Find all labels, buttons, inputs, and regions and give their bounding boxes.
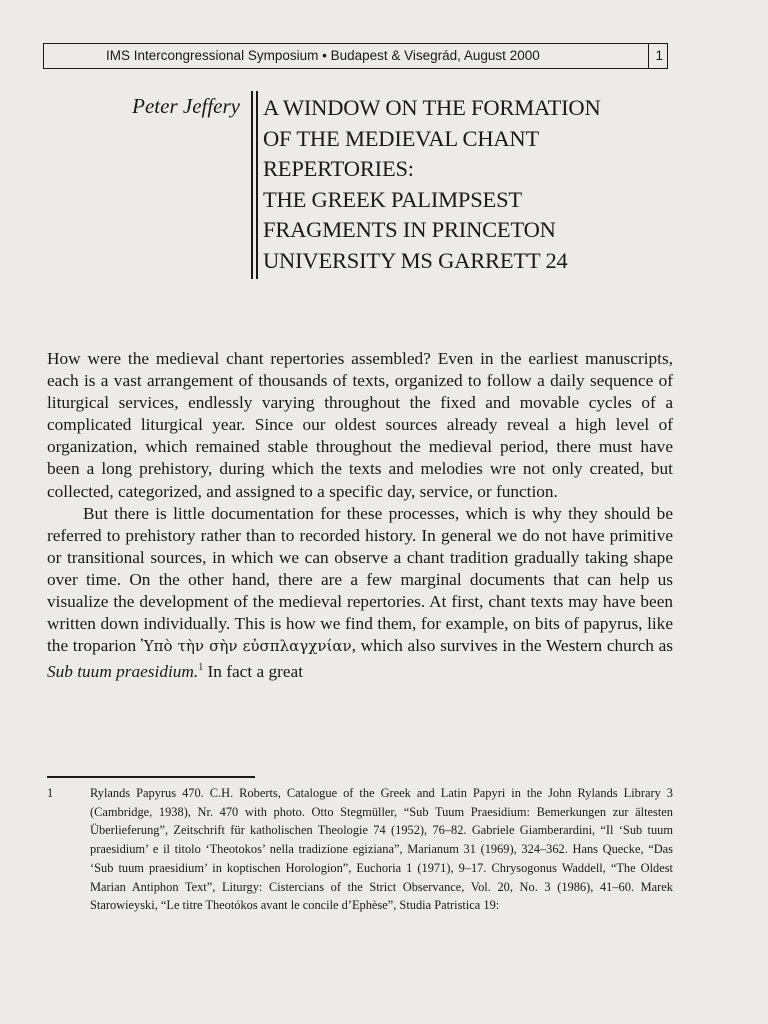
footnote-number: 1 xyxy=(47,786,54,800)
running-title: IMS Intercongressional Symposium • Budapest & Visegrád, August 2000 xyxy=(106,48,540,63)
footnote-text: Rylands Papyrus 470. C.H. Roberts, Catalogue of the Greek and Latin Papyri in the John Rylands Library 3 (Cambridge, 1938), Nr. 470 with photo. Otto Stegmüller, “Sub Tuum Praesidium: Bemerkungen zur ältesten Überlieferung”, Zeitschrift für katholischen Theologie 74 (1952), 76–82. Gabriele Giamberardini, “Il ‘Sub tuum praesidium’ e il titolo ‘Theotokos’ nella tradizione egiziana”, Marianum 31 (1969), 324–362. Hans Quecke, “Das ‘Sub tuum praesidium’ in koptischen Horologion”, Euchoria 1 (1971), 9–17. Chrysogonus Waddell, “The Oldest Marian Antiphon Text”, Liturgy: Cistercians of the Strict Observance, Vol. 20, No. 3 (1986), 41–60. Marek Starowieyski, “Le titre Theotókos avant le concile d’Ephèse”, Studia Patristica 19: xyxy=(90,786,673,913)
paragraph-2-text-c: In fact a great xyxy=(203,662,303,682)
header-divider xyxy=(648,44,650,68)
page-number: 1 xyxy=(655,48,663,63)
paragraph-2-text-a: But there is little documentation for these processes, which is why they should be referred to prehistory rather than to recorded history. In general we do not have primitive or transitional sources, in which we can observe a chant tradition gradually taking shape over time. On the other hand, there are a few marginal documents that can help us visualize the development of the medieval repertories. At first, chant texts may have been written down individually. This is how we find them, for example, on bits of papyrus, like the troparion xyxy=(47,503,673,656)
article-author: Peter Jeffery xyxy=(132,94,240,118)
title-line: THE GREEK PALIMPSEST xyxy=(263,186,522,212)
latin-title: Sub tuum praesidium. xyxy=(47,662,199,682)
title-line: A WINDOW ON THE FORMATION xyxy=(263,95,601,120)
paragraph-2-text-b: , which also survives in the Western church as xyxy=(351,636,673,656)
footnote xyxy=(47,784,673,915)
article-title xyxy=(263,93,683,276)
running-header xyxy=(43,43,668,69)
title-line: UNIVERSITY MS GARRETT 24 xyxy=(263,247,568,273)
title-divider-right xyxy=(256,91,258,279)
paragraph-1: How were the medieval chant repertories assembled? Even in the earliest manuscripts, each is a vast arrangement of thousands of texts, organized to follow a daily sequence of liturgical services, endlessly varying throughout the fixed and movable cycles of a complicated liturgical year. Since our oldest sources already reveal a high level of organization, which remained stable throughout the medieval period, there must have been a long prehistory, during which the texts and melodies wre not only created, but collected, categorized, and assigned to a specific day, service, or function. xyxy=(47,349,673,501)
paragraph-2 xyxy=(47,503,673,684)
footnote-rule xyxy=(47,776,255,778)
title-line: OF THE MEDIEVAL CHANT xyxy=(263,125,540,151)
article-body xyxy=(47,348,673,683)
title-line: FRAGMENTS IN PRINCETON xyxy=(263,217,556,242)
footnote-marker: 1 xyxy=(198,662,204,674)
greek-troparion: Ὑπὸ τὴν σὴν εὐσπλαγχνίαν xyxy=(140,637,352,656)
title-line: REPERTORIES: xyxy=(263,156,414,181)
title-divider-left xyxy=(251,91,253,279)
